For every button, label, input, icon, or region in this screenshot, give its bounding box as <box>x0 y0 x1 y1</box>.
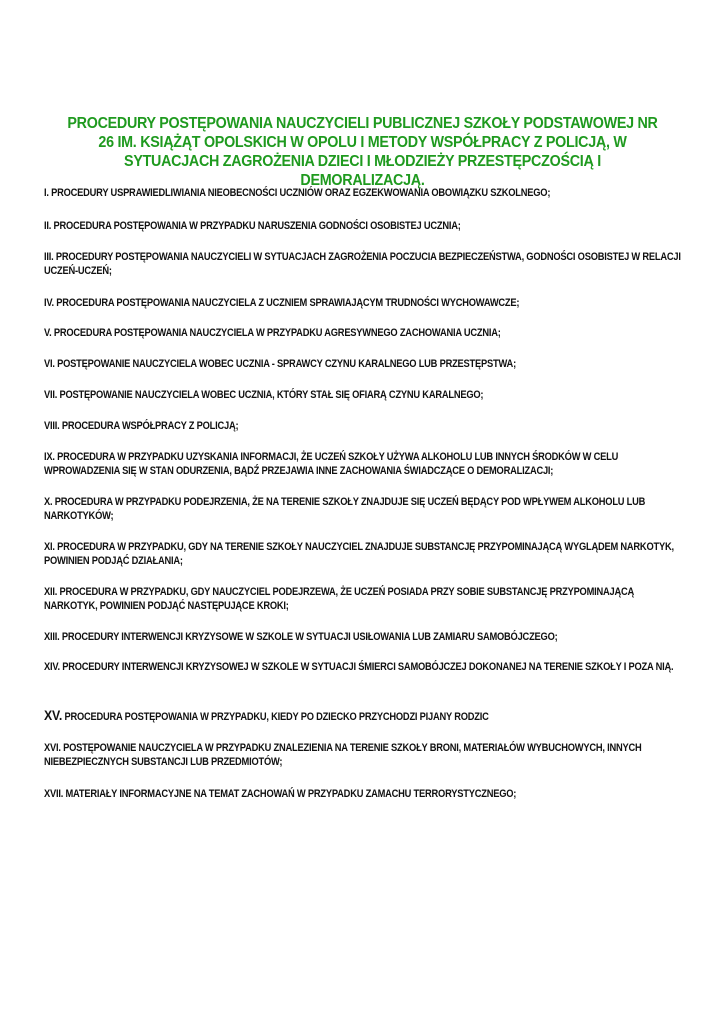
procedure-item-2: II. PROCEDURA POSTĘPOWANIA W PRZYPADKU NARUSZENIA GODNOŚCI OSOBISTEJ UCZNIA; <box>44 220 461 232</box>
document-title: PROCEDURY POSTĘPOWANIA NAUCZYCIELI PUBLICZNEJ SZKOŁY PODSTAWOWEJ NR 26 IM. KSIĄŻĄT OPOLSKICH W OPOLU I METODY WSPÓŁPRACY Z POLICJĄ, W SYTUACJACH ZAGROŻENIA DZIECI I MŁODZIEŻY PRZESTĘPCZOŚCIĄ I DEMORALIZACJĄ. <box>67 115 658 189</box>
procedure-item-4: IV. PROCEDURA POSTĘPOWANIA NAUCZYCIELA Z UCZNIEM SPRAWIAJĄCYM TRUDNOŚCI WYCHOWAWCZE; <box>44 297 520 309</box>
procedure-item-7: VII. POSTĘPOWANIE NAUCZYCIELA WOBEC UCZNIA, KTÓRY STAŁ SIĘ OFIARĄ CZYNU KARALNEGO; <box>44 389 484 401</box>
procedure-item-14: XIV. PROCEDURY INTERWENCJI KRYZYSOWEJ W SZKOLE W SYTUACJI ŚMIERCI SAMOBÓJCZEJ DOKONANEJ NA TERENIE SZKOŁY I POZA NIĄ. <box>44 661 674 673</box>
procedure-item-9: IX. PROCEDURA W PRZYPADKU UZYSKANIA INFORMACJI, ŻE UCZEŃ SZKOŁY UŻYWA ALKOHOLU LUB INNYCH ŚRODKÓW W CELU WPROWADZENIA SIĘ W STAN ODURZENIA, BĄDŹ PRZEJAWIA INNE ZACHOWANIA ŚWIADCZĄCE O DEMORALIZACJI; <box>44 451 619 477</box>
procedure-item-8: VIII. PROCEDURA WSPÓŁPRACY Z POLICJĄ; <box>44 420 239 432</box>
procedure-item-12: XII. PROCEDURA W PRZYPADKU, GDY NAUCZYCIEL PODEJRZEWA, ŻE UCZEŃ POSIADA PRZY SOBIE SUBSTANCJĘ PRZYPOMINAJĄCĄ NARKOTYK, POWINIEN PODJĄĆ NASTĘPUJĄCE KROKI; <box>44 586 635 612</box>
procedure-item-3: III. PROCEDURY POSTĘPOWANIA NAUCZYCIELI W SYTUACJACH ZAGROŻENIA POCZUCIA BEZPIECZEŃSTWA, GODNOŚCI OSOBISTEJ W RELACJI UCZEŃ-UCZEŃ; <box>44 251 681 277</box>
procedure-item-5: V. PROCEDURA POSTĘPOWANIA NAUCZYCIELA W PRZYPADKU AGRESYWNEGO ZACHOWANIA UCZNIA; <box>44 327 501 339</box>
procedure-item-6: VI. POSTĘPOWANIE NAUCZYCIELA WOBEC UCZNIA - SPRAWCY CZYNU KARALNEGO LUB PRZESTĘPSTWA; <box>44 358 516 370</box>
procedure-item-15-text: PROCEDURA POSTĘPOWANIA W PRZYPADKU, KIEDY PO DZIECKO PRZYCHODZI PIJANY RODZIC <box>64 711 489 723</box>
procedure-item-15 <box>44 709 684 725</box>
procedure-item-1: I. PROCEDURY USPRAWIEDLIWIANIA NIEOBECNOŚCI UCZNIÓW ORAZ EGZEKWOWANIA OBOWIĄZKU SZKOLNEGO; <box>44 187 551 199</box>
procedure-item-11: XI. PROCEDURA W PRZYPADKU, GDY NA TERENIE SZKOŁY NAUCZYCIEL ZNAJDUJE SUBSTANCJĘ PRZYPOMINAJĄCĄ WYGLĄDEM NARKOTYK, POWINIEN PODJĄĆ DZIAŁANIA; <box>44 541 674 567</box>
procedure-item-17: XVII. MATERIAŁY INFORMACYJNE NA TEMAT ZACHOWAŃ W PRZYPADKU ZAMACHU TERRORYSTYCZNEGO; <box>44 788 517 800</box>
procedure-item-15-number: XV. <box>44 707 63 723</box>
procedure-item-16: XVI. POSTĘPOWANIE NAUCZYCIELA W PRZYPADKU ZNALEZIENIA NA TERENIE SZKOŁY BRONI, MATERIAŁÓW WYBUCHOWYCH, INNYCH NIEBEZPIECZNYCH SUBSTANCJI LUB PRZEDMIOTÓW; <box>44 742 642 768</box>
procedure-item-10: X. PROCEDURA W PRZYPADKU PODEJRZENIA, ŻE NA TERENIE SZKOŁY ZNAJDUJE SIĘ UCZEŃ BĘDĄCY POD WPŁYWEM ALKOHOLU LUB NARKOTYKÓW; <box>44 496 646 522</box>
procedure-item-13: XIII. PROCEDURY INTERWENCJI KRYZYSOWE W SZKOLE W SYTUACJI USIŁOWANIA LUB ZAMIARU SAMOBÓJCZEGO; <box>44 631 558 643</box>
